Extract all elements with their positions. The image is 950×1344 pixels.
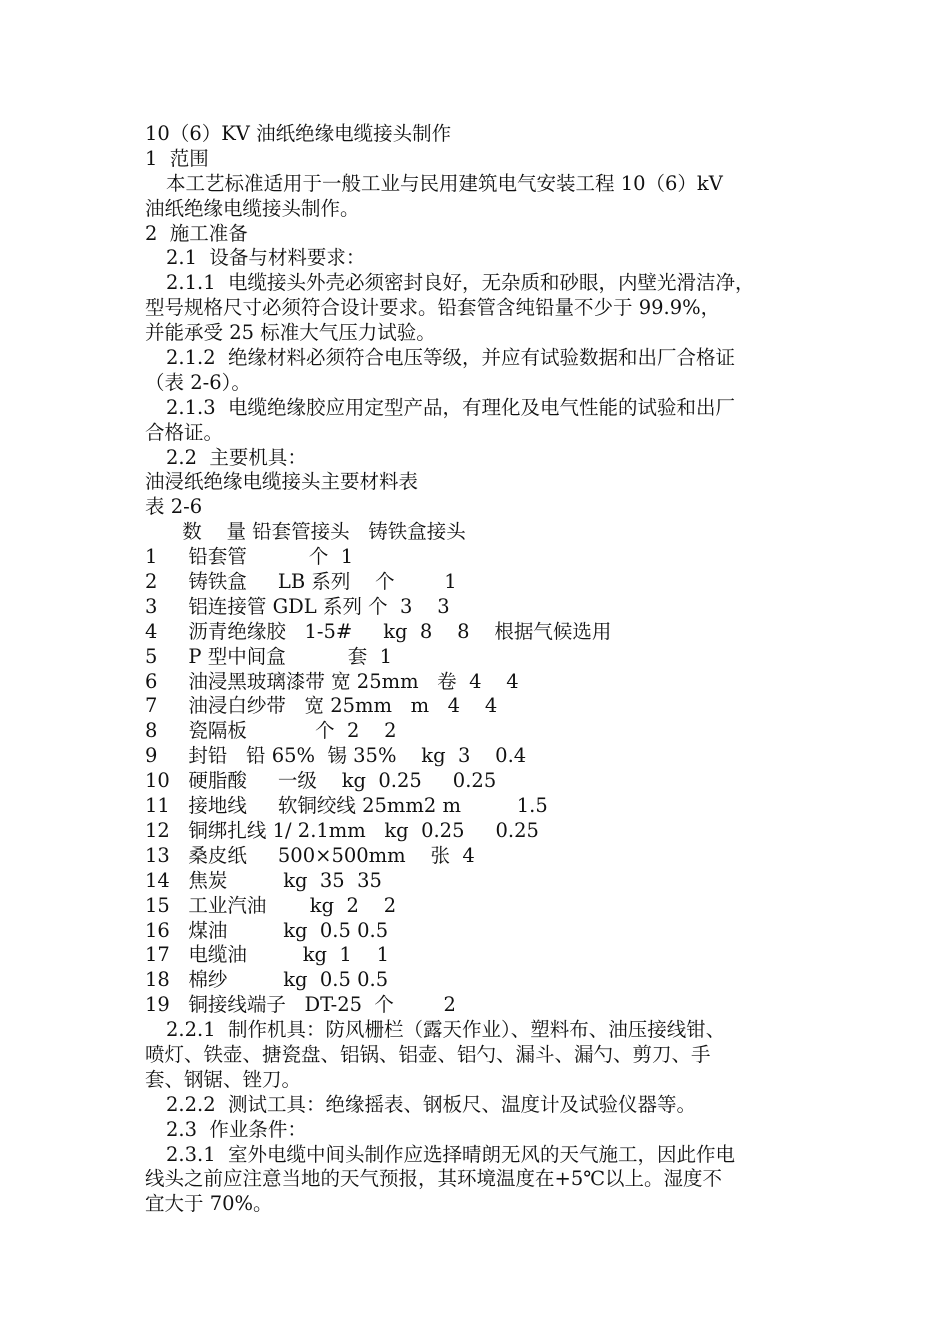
table-row: 14 焦炭 kg 35 35: [145, 868, 382, 892]
section-2-2-1-text: 套、钢锯、锉刀。: [145, 1067, 302, 1091]
table-row: 11 接地线 软铜绞线 25mm2 m 1.5: [145, 794, 548, 818]
table-row: 4 沥青绝缘胶 1-5# kg 8 8 根据气候选用: [145, 619, 612, 643]
section-2-3-1-text: 宜大于 70%。: [145, 1192, 273, 1216]
table-row: 6 油浸黑玻璃漆带 宽 25mm 卷 4 4: [145, 669, 519, 693]
section-2-3-heading: 2.3 作业条件：: [166, 1117, 307, 1141]
section-2-3-1-text: 2.3.1 室外电缆中间头制作应选择晴朗无风的天气施工，因此作电: [166, 1142, 736, 1166]
section-1-text: 本工艺标准适用于一般工业与民用建筑电气安装工程 10（6）kV: [166, 171, 723, 195]
table-row: 2 铸铁盒 LB 系列 个 1: [145, 570, 457, 594]
section-2-1-1-text: 型号规格尺寸必须符合设计要求。铅套管含纯铅量不少于 99.9%，: [145, 296, 721, 320]
table-row: 12 铜绑扎线 1/ 2.1mm kg 0.25 0.25: [145, 818, 539, 842]
section-2-2-heading: 2.2 主要机具：: [166, 445, 307, 469]
table-row: 10 硬脂酸 一级 kg 0.25 0.25: [145, 769, 497, 793]
table-row: 18 棉纱 kg 0.5 0.5: [145, 968, 389, 992]
section-2-3-1-text: 线头之前应注意当地的天气预报，其环境温度在+5℃以上。湿度不: [145, 1167, 723, 1191]
table-row: 5 P 型中间盒 套 1: [145, 644, 393, 668]
section-2-1-3-text: 合格证。: [145, 420, 224, 444]
section-2-1-heading: 2.1 设备与材料要求：: [166, 246, 366, 270]
section-2-1-1-text: 并能承受 25 标准大气压力试验。: [145, 321, 436, 345]
table-number: 表 2-6: [145, 495, 203, 519]
table-header: 数 量 铅套管接头 铸铁盒接头: [145, 520, 466, 544]
table-row: 1 铅套管 个 1: [145, 545, 354, 569]
table-row: 9 封铅 铅 65% 锡 35% kg 3 0.4: [145, 744, 527, 768]
table-row: 15 工业汽油 kg 2 2: [145, 893, 397, 917]
table-title: 油浸纸绝缘电缆接头主要材料表: [145, 470, 419, 494]
table-row: 3 铝连接管 GDL 系列 个 3 3: [145, 594, 450, 618]
table-row: 8 瓷隔板 个 2 2: [145, 719, 397, 743]
section-1-heading: 1 范围: [145, 146, 209, 170]
section-2-1-1-text: 2.1.1 电缆接头外壳必须密封良好，无杂质和砂眼，内壁光滑洁净，: [166, 271, 755, 295]
table-row: 17 电缆油 kg 1 1: [145, 943, 389, 967]
table-row: 19 铜接线端子 DT-25 个 2: [145, 993, 456, 1017]
table-row: 16 煤油 kg 0.5 0.5: [145, 918, 389, 942]
section-2-2-1-text: 喷灯、铁壶、搪瓷盘、铝锅、铝壶、铝勺、漏斗、漏勺、剪刀、手: [145, 1042, 711, 1066]
section-2-1-3-text: 2.1.3 电缆绝缘胶应用定型产品，有理化及电气性能的试验和出厂: [166, 395, 736, 419]
section-2-1-2-text: （表 2-6）。: [145, 370, 251, 394]
section-2-heading: 2 施工准备: [145, 221, 248, 245]
section-1-text: 油纸绝缘电缆接头制作。: [145, 196, 360, 220]
doc-title: 10（6）KV 油纸绝缘电缆接头制作: [145, 122, 452, 145]
document-page: [145, 122, 835, 1217]
section-2-2-1-text: 2.2.1 制作机具：防风栅栏（露天作业）、塑料布、油压接线钳、: [166, 1018, 726, 1042]
section-2-2-2-text: 2.2.2 测试工具：绝缘摇表、钢板尺、温度计及试验仪器等。: [166, 1092, 697, 1116]
section-2-1-2-text: 2.1.2 绝缘材料必须符合电压等级，并应有试验数据和出厂合格证: [166, 346, 736, 370]
table-row: 13 桑皮纸 500×500mm 张 4: [145, 843, 475, 867]
table-row: 7 油浸白纱带 宽 25mm m 4 4: [145, 694, 498, 718]
